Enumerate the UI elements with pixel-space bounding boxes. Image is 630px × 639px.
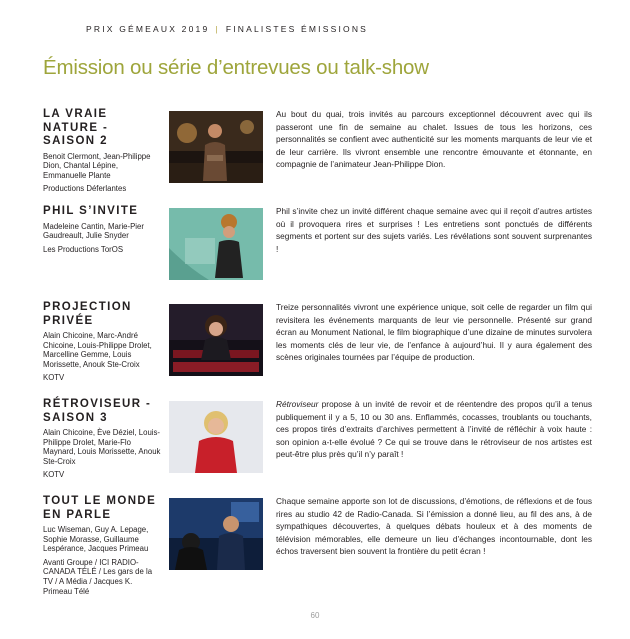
- header-divider: |: [215, 24, 220, 34]
- header-event: PRIX GÉMEAUX 2019: [86, 24, 210, 34]
- nominee-names: Luc Wiseman, Guy A. Lepage, Sophie Morasse, Guillaume Lespérance, Jacques Primeau: [43, 525, 149, 554]
- show-photo: [169, 401, 263, 473]
- show-description: Treize personnalités vivront une expérience unique, soit celle de regarder un film qui revisitera les événements marquants de leur vie personnelle. Présenté sur grand écran au Monument National, le film biographique d’une dizaine de minutes survolera les moments clés de leur vie, de l’enfance à aujourd’hui. Il y aura également des scènes originales tournées par l’équipe de production.: [276, 302, 592, 363]
- show-title: PHIL S’INVITE: [43, 205, 139, 217]
- running-header: [86, 24, 368, 34]
- show-description: Phil s’invite chez un invité différent chaque semaine avec qui il reçoit d’autres artistes où il provoquera rires et surprises ! Les entretiens sont ponctués de différents segments et portent sur des sujets variés. Les révélations sont souvent surprenantes !: [276, 206, 592, 254]
- show-description: Chaque semaine apporte son lot de discussions, d’émotions, de réflexions et de fous rires au studio 42 de Radio-Canada. Si l’émission a donné lieu, au fil des ans, à de sympathiques découvertes, à quelques débats houleux et à des moments de télévision mémorables, elle demeure un lieu d’échanges incontournable, dont les échos traversent bien souvent la frontière du petit écran !: [276, 496, 592, 557]
- show-description: Au bout du quai, trois invités au parcours exceptionnel découvrent avec qui ils passeront une fin de semaine au chalet. Issues de tous les horizons, ces personnalités se confient avec authenticité sur les moments marquants de leur vie et de leur carrière. Ils vivront ensemble une rencontre émouvante et étonnante, en compagnie de l’animateur Jean-Philippe Dion.: [276, 109, 592, 170]
- nominee-names: Madeleine Cantin, Marie-Pier Gaudreault, Julie Snyder: [43, 221, 144, 241]
- production-company: Les Productions TorOS: [43, 244, 124, 254]
- description-text: propose à un invité de revoir et de réentendre des propos qu’il a tenus publiquement il y a 5, 10 ou 30 ans. Enflammés, cocasses, troublants ou touchants, ces propos tirés d’extraits d’archives permettent à l’invité de réfléchir à voix haute : son opinion a-t-elle évolué ? Ce qui se trouve dans le rétroviseur de nos artistes est peut-être plus près qu’il n’y paraît !: [276, 399, 592, 460]
- production-company: Avanti Groupe / ICI RADIO-CANADA TÉLÉ / Les gars de la TV / A Média / Jacques K. Primeau Télé: [43, 557, 153, 596]
- nominee-names: Alain Chicoine, Marc-André Chicoine, Louis-Philippe Drolet, Marcelline Gemme, Louis Morissette, Anouk Ste-Croix: [43, 331, 152, 369]
- page-number: 60: [310, 611, 320, 620]
- nominee-names: Benoit Clermont, Jean-Philippe Dion, Chantal Lépine, Emmanuelle Plante: [43, 151, 151, 180]
- nominee-info: [43, 108, 161, 194]
- nominee-info: [43, 495, 161, 596]
- show-photo: [169, 111, 263, 183]
- show-description: [276, 398, 592, 461]
- show-title: LA VRAIE NATURE - SAISON 2: [43, 108, 109, 147]
- show-name-italic: Rétroviseur: [276, 399, 319, 409]
- show-title: RÉTROVISEUR - SAISON 3: [43, 398, 152, 424]
- show-title: PROJECTION PRIVÉE: [43, 301, 132, 327]
- header-section: FINALISTES ÉMISSIONS: [225, 24, 369, 34]
- nominee-names: Alain Chicoine, Ève Déziel, Louis-Philippe Drolet, Marie-Flo Maynard, Louis Morissette, Anouk Ste-Croix: [43, 428, 161, 466]
- nominee-info: [43, 205, 161, 254]
- nominee-info: [43, 398, 161, 480]
- production-company: KOTV: [43, 373, 65, 383]
- section-title: Émission ou série d’entrevues ou talk-show: [43, 56, 429, 79]
- show-photo: [169, 304, 263, 376]
- nominee-info: [43, 301, 161, 383]
- production-company: Productions Déferlantes: [43, 184, 127, 194]
- show-photo: [169, 498, 263, 570]
- show-title: TOUT LE MONDE EN PARLE: [43, 495, 157, 521]
- production-company: KOTV: [43, 470, 65, 480]
- show-photo: [169, 208, 263, 280]
